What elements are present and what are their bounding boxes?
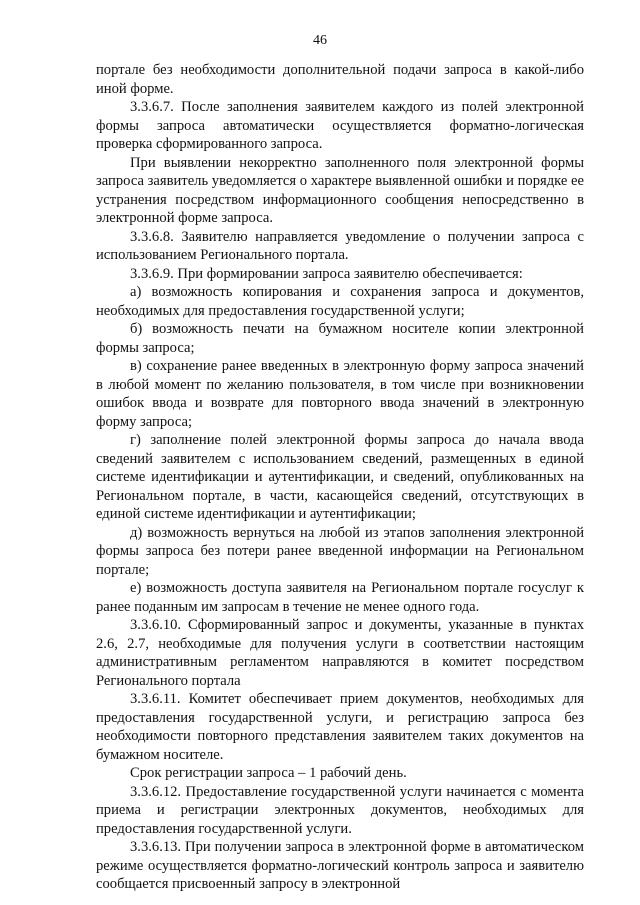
paragraph-3-3-6-7: 3.3.6.7. После заполнения заявителем каждого из полей электронной формы запроса автоматически осуществляется форматно-логическая проверка сформированного запроса. [96,99,584,152]
paragraph-3-3-6-8: 3.3.6.8. Заявителю направляется уведомление о получении запроса с использованием Регионального портала. [96,228,584,263]
list-item-d: д) возможность вернуться на любой из этапов заполнения электронной формы запроса без потери ранее введенной информации на Региональном портале; [96,524,584,578]
document-body [96,61,584,894]
paragraph-3-3-6-11: 3.3.6.11. Комитет обеспечивает прием документов, необходимых для предоставления государственной услуги, и регистрацию запроса без необходимости повторного представления заявителем таких документов на бумажном носителе. [96,691,584,763]
paragraph-error-notice: При выявлении некорректно заполненного поля электронной формы запроса заявитель уведомляется о характере выявленной ошибки и порядке ее устранения посредством информационного сообщения непосредственно в электронной форме запроса. [96,154,584,226]
paragraph-3-3-6-13: 3.3.6.13. При получении запроса в электронной форме в автоматическом режиме осуществляется форматно-логический контроль запроса и заявителю сообщается присвоенный запросу в электронной [96,839,584,892]
paragraph-3-3-6-12: 3.3.6.12. Предоставление государственной услуги начинается с момента приема и регистрации электронных документов, необходимых для предоставления государственной услуги. [96,783,584,837]
list-item-v: в) сохранение ранее введенных в электронную форму запроса значений в любой момент по желанию пользователя, в том числе при возникновении ошибок ввода и возврате для повторного ввода значений в электронную форму запроса; [96,358,584,430]
paragraph-3-3-6-9: 3.3.6.9. При формировании запроса заявителю обеспечивается: [130,265,523,282]
paragraph-registration-term: Срок регистрации запроса – 1 рабочий день. [130,765,407,781]
page-number: 46 [313,33,327,48]
list-item-b: б) возможность печати на бумажном носителе копии электронной формы запроса; [96,321,584,356]
list-item-a: а) возможность копирования и сохранения запроса и документов, необходимых для предоставления государственной услуги; [96,284,584,319]
paragraph-3-3-6-10: 3.3.6.10. Сформированный запрос и документы, указанные в пунктах 2.6, 2.7, необходимые для получения услуги в соответствии настоящим административным регламентом направляются в комитет посредством Регионального портала [96,617,584,689]
paragraph-continuation: порталe без необходимости дополнительной подачи запроса в какой-либо иной форме. [96,62,584,97]
list-item-g: г) заполнение полей электронной формы запроса до начала ввода сведений заявителем с использованием сведений, размещенных в единой системе идентификации и аутентификации, и сведений, опубликованных на Региональном портале, в части, касающейся сведений, отсутствующих в единой системе идентификации и аутентификации; [96,432,584,522]
list-item-e: е) возможность доступа заявителя на Региональном портале госуслуг к ранее поданным им запросам в течение не менее одного года. [96,580,584,615]
